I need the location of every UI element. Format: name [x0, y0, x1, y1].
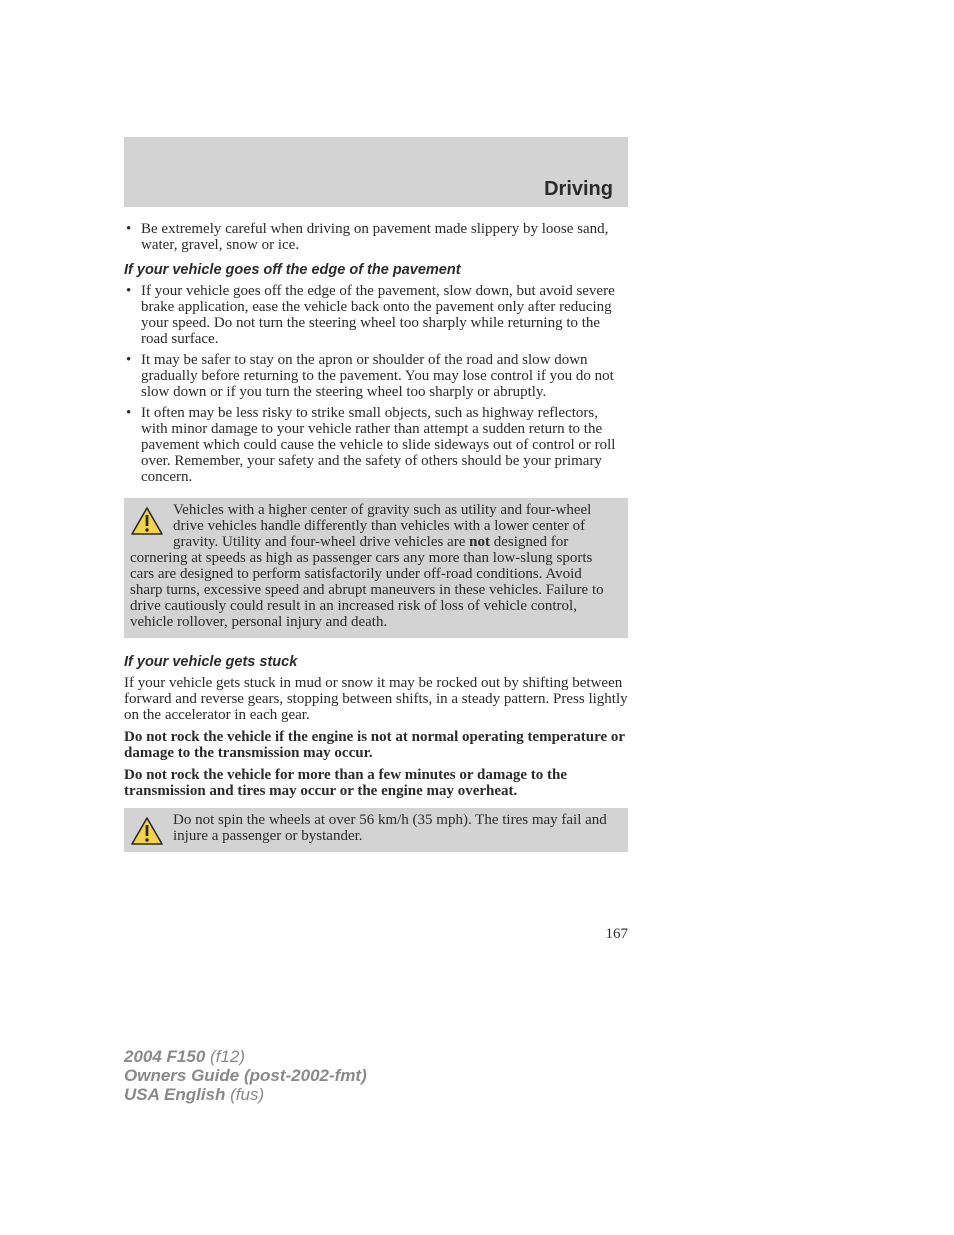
warning-box-wheel-spin — [124, 808, 628, 852]
warning-triangle-icon — [130, 816, 164, 846]
footer-model-code: (f12) — [210, 1047, 245, 1066]
subheading-stuck: If your vehicle gets stuck — [124, 654, 298, 670]
warning-text: Do not spin the wheels at over 56 km/h (35 mph). The tires may fail and injure a passenger or bystander. — [173, 812, 607, 844]
bullet-text: Be extremely careful when driving on pavement made slippery by loose sand, water, gravel, snow or ice. — [141, 221, 609, 253]
footer-model: 2004 F150 — [124, 1047, 206, 1066]
footer-line-2: Owners Guide (post-2002-fmt) — [124, 1066, 367, 1085]
paragraph-stuck: If your vehicle gets stuck in mud or snow it may be rocked out by shifting between forward and reverse gears, stopping between shifts, in a steady pattern. Press lightly on the accelerator in each gear. — [124, 675, 628, 723]
bullet-item — [124, 283, 628, 347]
warning-triangle-icon — [130, 506, 164, 536]
section-header-band — [124, 137, 628, 207]
footer-line-1 — [124, 1047, 367, 1066]
bullet-dot: • — [126, 405, 132, 421]
subheading-off-pavement: If your vehicle goes off the edge of the pavement — [124, 262, 461, 278]
bullet-item — [124, 221, 628, 253]
warning-emphasis: not — [469, 534, 490, 550]
footer-language: USA English — [124, 1085, 226, 1104]
document-footer — [124, 1047, 367, 1104]
bullet-item — [124, 405, 628, 485]
section-title: Driving — [544, 178, 613, 200]
footer-line-3 — [124, 1085, 367, 1104]
warning-text — [130, 502, 618, 630]
warning-box-center-of-gravity — [124, 498, 628, 638]
bullet-text: It often may be less risky to strike small objects, such as highway reflectors, with minor damage to your vehicle rather than attempt a sudden return to the pavement which could cause the vehicle to slide sideways out of control or roll over. Remember, your safety and the safety of others should be your primary concern. — [141, 405, 616, 485]
bullet-text: It may be safer to stay on the apron or shoulder of the road and slow down gradually before returning to the pavement. You may lose control if you do not slow down or if you turn the steering wheel too sharply or abruptly. — [141, 352, 614, 400]
bold-caution-2: Do not rock the vehicle for more than a few minutes or damage to the transmission and tires may occur or the engine may overheat. — [124, 767, 567, 799]
bullet-text: If your vehicle goes off the edge of the pavement, slow down, but avoid severe brake application, ease the vehicle back onto the pavement only after reducing your speed. Do not turn the steering wheel too sharply while returning to the road surface. — [141, 283, 615, 347]
bold-caution-1: Do not rock the vehicle if the engine is not at normal operating temperature or damage to the transmission may occur. — [124, 729, 625, 761]
bullet-dot: • — [126, 283, 132, 299]
footer-language-code: (fus) — [230, 1085, 265, 1104]
page-content — [124, 221, 628, 852]
bullet-item — [124, 352, 628, 400]
bullet-dot: • — [126, 352, 132, 368]
warning-text-part: designed for cornering at speeds as high as passenger cars any more than low-slung sports cars are designed to perform satisfactorily under off-road conditions. Avoid sharp turns, excessive speed and abrupt maneuvers in these vehicles. Failure to drive cautiously could result in an increased risk of loss of vehicle control, vehicle rollover, personal injury and death. — [130, 534, 604, 630]
bullet-dot: • — [126, 221, 132, 237]
warning-text-part: Vehicles with a higher center of gravity such as utility and four-wheel drive vehicles handle differently than vehicles with a lower center of gravity. Utility and four-wheel drive vehicles are — [173, 502, 592, 550]
page-number: 167 — [605, 926, 628, 942]
